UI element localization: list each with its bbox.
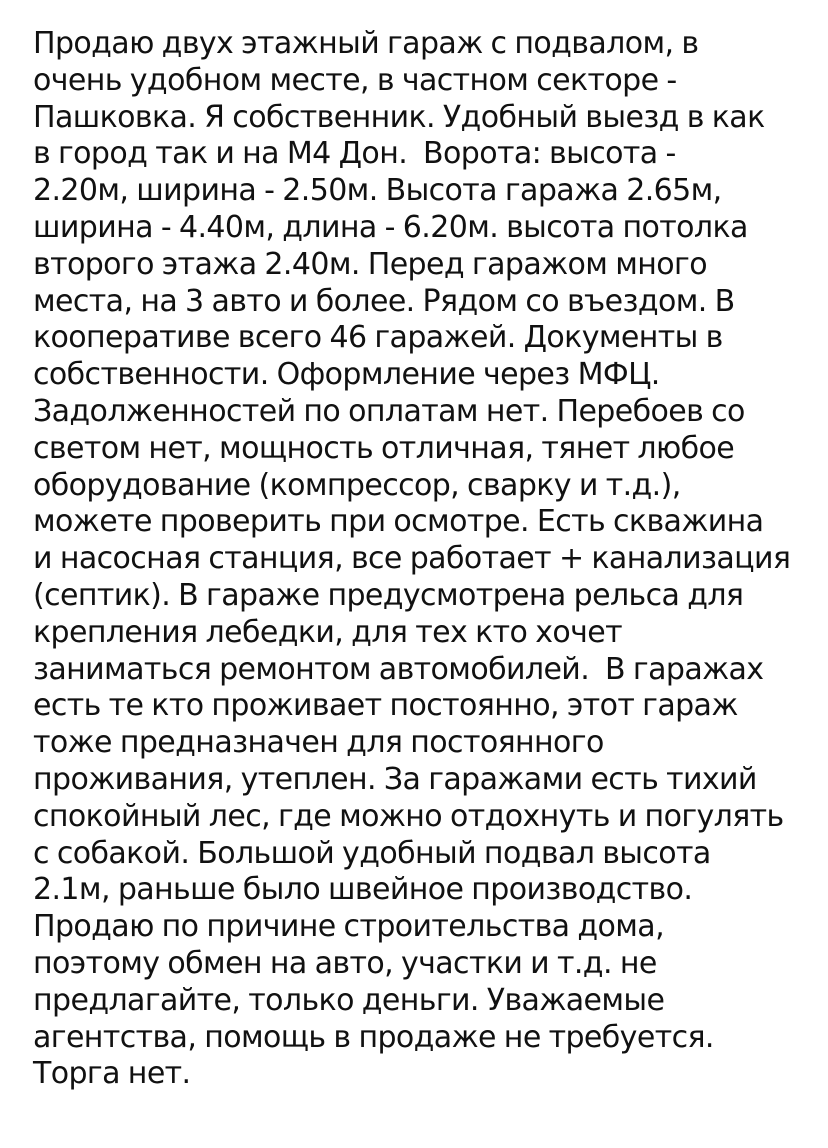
listing-description-text: Продаю двух этажный гараж с подвалом, в очень удобном месте, в частном секторе - Пашковка. Я собственник. Удобный выезд в как в город так и на М4 Дон. Ворота: высота - 2.20м, ширина - 2.50м. Высота гаража 2.65м, ширина - 4.40м, длина - 6.20м. высота потолка второго этажа 2.40м. Перед гаражом много места, на 3 авто и более. Рядом со въездом. В кооперативе всего 46 гаражей. Документы в собственности. Оформление через МФЦ. Задолженностей по оплатам нет. Перебоев со светом нет, мощность отличная, тянет любое оборудование (компрессор, сварку и т.д.), можете проверить при осмотре. Есть скважина и насосная станция, все работает + канализация (септик). В гараже предусмотрена рельса для крепления лебедки, для тех кто хочет заниматься ремонтом автомобилей. В гаражах есть те кто проживает постоянно, этот гараж тоже предназначен для постоянного проживания, утеплен. За гаражами есть тихий спокойный лес, где можно отдохнуть и погулять с собакой. Большой удобный подвал высота 2.1м, раньше было швейное производство. Продаю по причине строительства дома, поэтому обмен на авто, участки и т.д. не предлагайте, только деньги. Уважаемые агентства, помощь в продаже не требуется. Торга нет. (33, 26, 791, 1092)
